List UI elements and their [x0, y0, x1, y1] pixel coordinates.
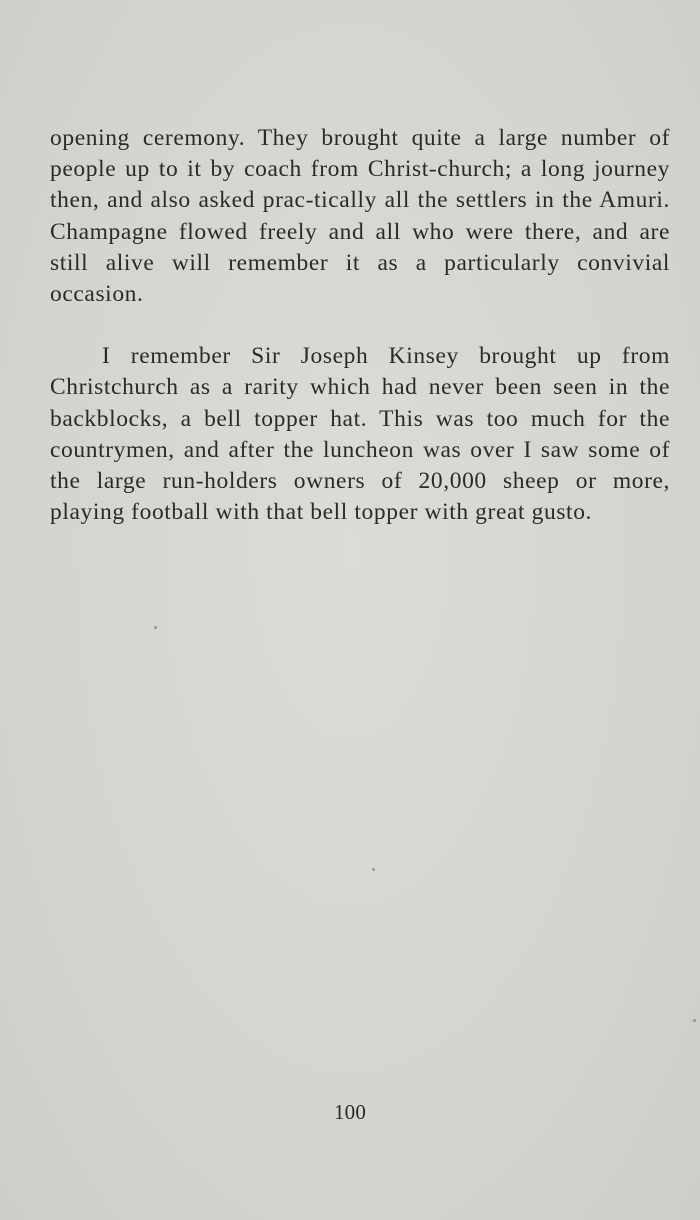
- paper-speck: [372, 868, 375, 871]
- paragraph-bell-topper: I remember Sir Joseph Kinsey brought up from Christchurch as a rarity which had never been seen in the backblocks, a bell topper hat. This was too much for the countrymen, and after the luncheon was over I saw some of the large run-holders owners of 20,000 sheep or more, playing football with that bell topper with great gusto.: [50, 343, 670, 526]
- paper-speck: [154, 626, 157, 629]
- paper-speck: [693, 1019, 696, 1022]
- page-number: 100: [333, 1100, 367, 1124]
- paragraph-opening-ceremony: opening ceremony. They brought quite a large number of people up to it by coach from Christ-church; a long journey then, and also asked prac-tically all the settlers in the Amuri. Champagne flowed freely and all who were there, and are still alive will remember it as a particularly convivial occasion.: [50, 125, 670, 308]
- body-text: [50, 123, 670, 528]
